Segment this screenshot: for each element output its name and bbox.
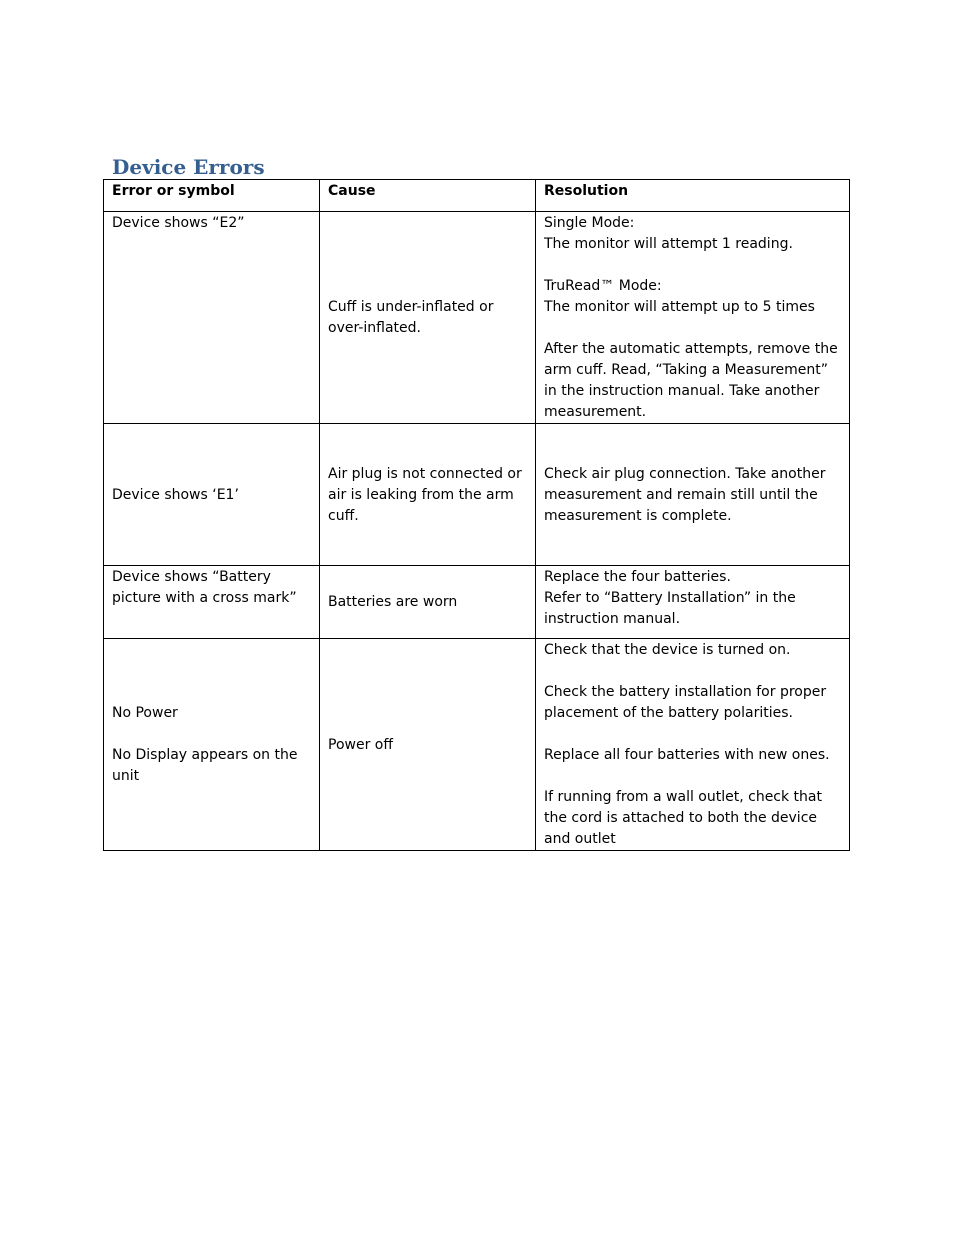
error-text: No Power <box>112 705 178 721</box>
header-error-or-symbol: Error or symbol <box>104 180 320 212</box>
resolution-text: TruRead™ Mode: <box>544 278 662 294</box>
table-header-row <box>104 180 850 212</box>
resolution-cell <box>536 212 850 424</box>
device-errors-table <box>103 179 850 851</box>
resolution-text: Check that the device is turned on. <box>544 642 791 658</box>
resolution-text: Refer to “Battery Installation” in the instruction manual. <box>544 590 796 627</box>
error-cell <box>104 566 320 639</box>
cause-cell: Cuff is under-inflated or over-inflated. <box>320 212 536 424</box>
table-row <box>104 424 850 566</box>
table-row <box>104 566 850 639</box>
error-text: No Display appears on the unit <box>112 747 298 784</box>
cause-cell: Power off <box>320 639 536 851</box>
error-cell <box>104 639 320 851</box>
table-row <box>104 639 850 851</box>
resolution-text: After the automatic attempts, remove the arm cuff. Read, “Taking a Measurement” in the instruction manual. Take another measurement. <box>544 341 838 420</box>
resolution-cell <box>536 424 850 566</box>
cause-cell: Batteries are worn <box>320 566 536 639</box>
resolution-text: Replace all four batteries with new ones. <box>544 747 830 763</box>
header-cause: Cause <box>320 180 536 212</box>
resolution-text: Single Mode: <box>544 215 635 231</box>
resolution-text: Replace the four batteries. <box>544 569 731 585</box>
resolution-text: Check air plug connection. Take another measurement and remain still until the measurement is complete. <box>544 465 826 524</box>
error-text: Device shows “E2” <box>112 215 245 231</box>
table-row <box>104 212 850 424</box>
resolution-text: Check the battery installation for proper placement of the battery polarities. <box>544 684 827 721</box>
cause-cell: Air plug is not connected or air is leaking from the arm cuff. <box>320 424 536 566</box>
resolution-text: The monitor will attempt 1 reading. <box>544 236 793 252</box>
resolution-cell <box>536 639 850 851</box>
error-text: Device shows “Battery picture with a cross mark” <box>112 569 297 606</box>
page-title: Device Errors <box>112 155 265 179</box>
resolution-cell <box>536 566 850 639</box>
resolution-text: If running from a wall outlet, check that the cord is attached to both the device and outlet <box>544 789 822 847</box>
error-text: Device shows ‘E1’ <box>112 486 239 503</box>
header-resolution: Resolution <box>536 180 850 212</box>
error-cell <box>104 212 320 424</box>
error-cell <box>104 424 320 566</box>
resolution-text: The monitor will attempt up to 5 times <box>544 299 815 315</box>
